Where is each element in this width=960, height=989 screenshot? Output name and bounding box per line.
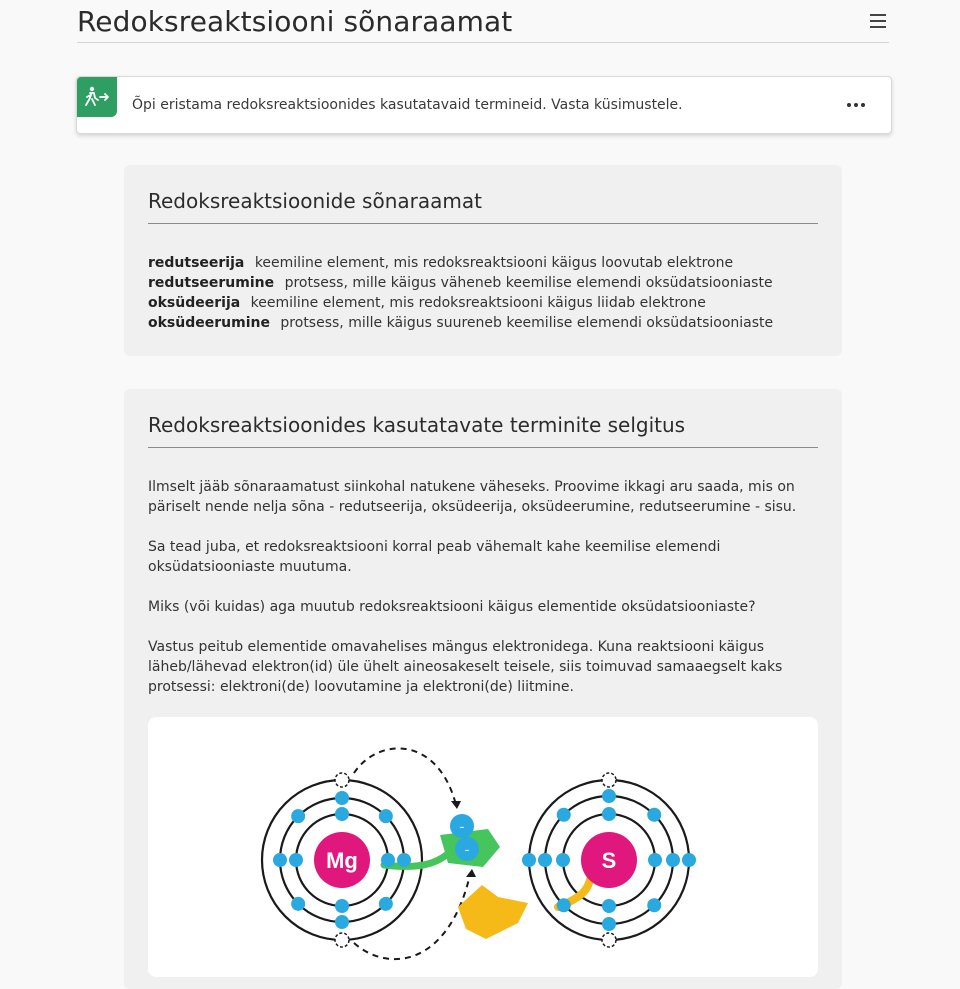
paragraph: Vastus peitub elementide omavahelises mängus elektronidega. Kuna reaktsiooni käigus läheb/lähevad elektron(id) üle ühelt aineosakeselt teisele, siis toimuvad samaaegselt kaks protsessi: elektroni(de) loovutamine ja elektroni(de) liitmine. [148,639,783,695]
dictionary-term: oksüdeerumine [148,315,270,331]
arrowhead [451,801,461,809]
electron [273,853,287,867]
dictionary-entry [148,293,773,313]
electron-sign: - [464,841,470,857]
instruction-text: Õpi eristama redoksreaktsioonides kasutatavaid termineid. Vasta küsimustele. [132,97,683,113]
more-dot [847,103,851,107]
transfer-arrow-top [354,748,456,805]
menu-icon-line [870,26,886,28]
electron-sign: - [459,818,465,834]
electron [538,853,552,867]
divider [148,223,818,224]
more-dot [854,103,858,107]
dictionary-list [148,253,773,333]
electron [289,853,303,867]
explanation-title: Redoksreaktsioonides kasutatavate terminite selgitus [148,413,686,437]
dictionary-term: oksüdeerija [148,295,241,311]
paragraph: Miks (või kuidas) aga muutub redoksreaktsiooni käigus elementide oksüdatsiooniaste? [148,599,756,615]
electron [522,853,536,867]
electron [291,897,305,911]
electron [335,915,349,929]
atom-label-s: S [601,848,617,873]
menu-button[interactable] [867,10,889,32]
dictionary-entry [148,273,773,293]
vacant-electron-slot [602,933,616,947]
electron [379,897,393,911]
dictionary-entry [148,253,773,273]
electron [397,853,411,867]
electron [602,917,616,931]
more-options-button[interactable] [847,99,865,111]
vacant-electron-slot [335,933,349,947]
transfer-arrow-bottom [354,875,470,959]
vacant-electron-slot [602,773,616,787]
electron [602,789,616,803]
dictionary-definition: keemiline element, mis redoksreaktsiooni käigus loovutab elektrone [254,255,734,271]
electron [291,809,305,823]
electron-transfer-illustration [148,717,818,977]
paragraph: Sa tead juba, et redoksreaktsiooni korral peab vähemalt kahe keemilise elemendi oksüdatsiooniaste muutuma. [148,539,721,575]
electron [602,899,616,913]
exit-running-icon [77,77,117,117]
electron [381,853,395,867]
vacant-electron-slot [335,773,349,787]
electron [647,808,661,822]
dictionary-title: Redoksreaktsioonide sõnaraamat [148,189,482,213]
atom-label-mg: Mg [326,848,358,873]
electron [335,899,349,913]
app-header [77,0,889,43]
dictionary-card [124,165,842,356]
menu-icon-line [870,14,886,16]
electron [335,791,349,805]
more-dot [861,103,865,107]
electron [602,807,616,821]
electron [556,853,570,867]
explanation-card [124,389,842,989]
arrowhead [466,869,476,877]
electron [557,808,571,822]
atom-diagram [148,717,818,977]
yellow-hand [458,885,528,939]
dictionary-definition: keemiline element, mis redoksreaktsiooni käigus liidab elektrone [250,295,706,311]
electron [647,898,661,912]
electron [379,809,393,823]
electron [335,807,349,821]
dictionary-term: redutseerija [148,255,245,271]
dictionary-definition: protsess, mille käigus väheneb keemilise elemendi oksüdatsiooniaste [284,275,773,291]
electron [682,853,696,867]
paragraph: Ilmselt jääb sõnaraamatust siinkohal natukene väheseks. Proovime ikkagi aru saada, mis on päriselt nende nelja sõna - redutseerija, oksüdeerija, oksüdeerumine, redutseerumine - sisu. [148,479,797,515]
menu-icon-line [870,20,886,22]
page-title: Redoksreaktsiooni sõnaraamat [77,5,513,38]
electron [648,853,662,867]
divider [148,447,818,448]
dictionary-entry [148,313,773,333]
electron [557,898,571,912]
instruction-bar [76,76,892,134]
electron [666,853,680,867]
dictionary-term: redutseerumine [148,275,275,291]
dictionary-definition: protsess, mille käigus suureneb keemilise elemendi oksüdatsiooniaste [280,315,774,331]
